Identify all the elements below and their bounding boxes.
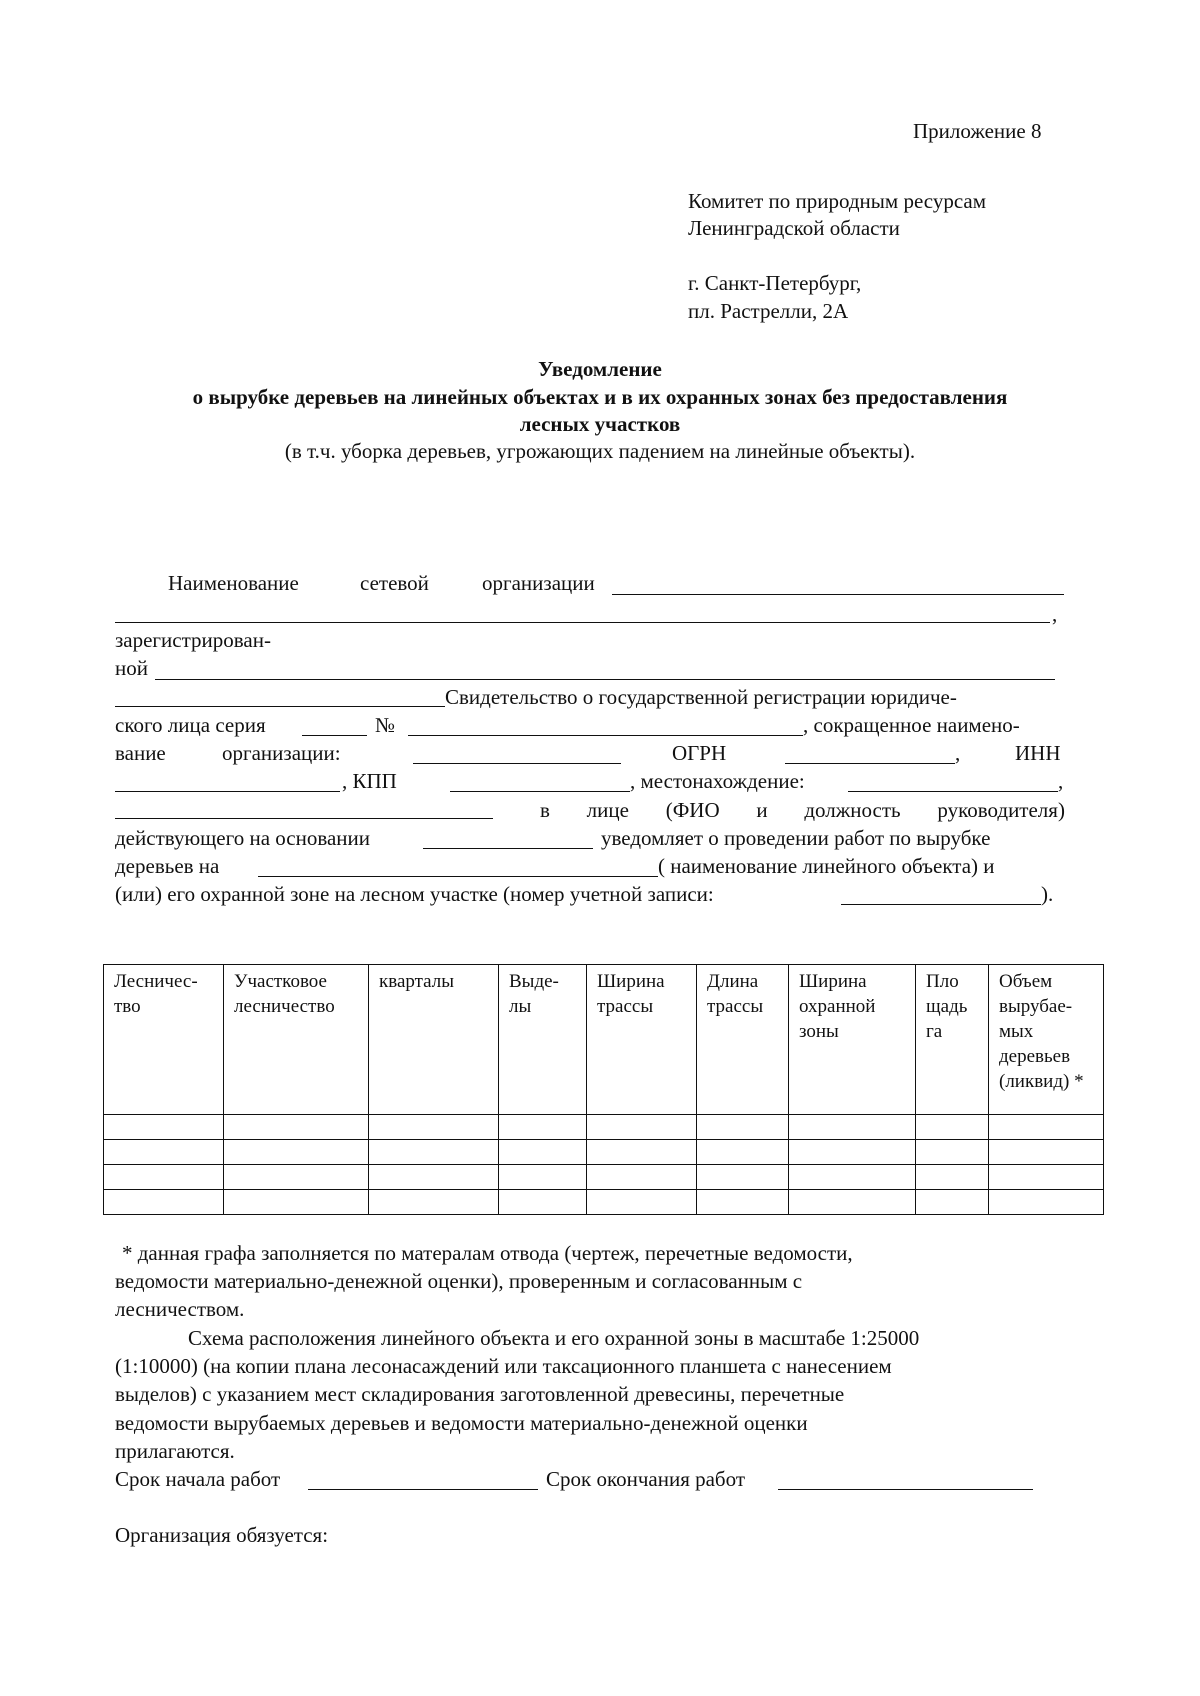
word-v: в — [540, 798, 550, 822]
inn-field[interactable] — [115, 791, 340, 792]
col-header-area: Пло щадь га — [916, 965, 989, 1115]
table-cell[interactable] — [104, 1140, 224, 1165]
table-cell[interactable] — [369, 1140, 499, 1165]
table-cell[interactable] — [369, 1165, 499, 1190]
label-trees-on: деревьев на — [115, 854, 220, 878]
word-i: и — [756, 798, 768, 822]
table-cell[interactable] — [587, 1190, 697, 1215]
scheme-line4: ведомости вырубаемых деревьев и ведомости материально-денежной оценки — [115, 1411, 808, 1435]
label-series: ского лица серия — [115, 713, 266, 737]
table-cell[interactable] — [697, 1140, 789, 1165]
table-cell[interactable] — [989, 1165, 1104, 1190]
table-cell[interactable] — [369, 1115, 499, 1140]
table-cell[interactable] — [789, 1190, 916, 1215]
table-cell[interactable] — [789, 1140, 916, 1165]
table-cell[interactable] — [369, 1190, 499, 1215]
footnote-line2: ведомости материально-денежной оценки), проверенным и согласованным с — [115, 1269, 803, 1293]
label-setevoy: сетевой — [360, 571, 429, 595]
table-cell[interactable] — [224, 1115, 369, 1140]
label-organization: организации: — [222, 741, 341, 765]
col-header-quarters: кварталы — [369, 965, 499, 1115]
table-cell[interactable] — [989, 1140, 1104, 1165]
word-litse: лице — [586, 798, 629, 822]
table-header-row — [104, 965, 1104, 1115]
document-title-line2: о вырубке деревьев на линейных объектах и в их охранных зонах без предоставления — [192, 385, 1008, 409]
start-date-field[interactable] — [308, 1489, 538, 1490]
comma-location: , — [1058, 769, 1064, 793]
registered-field-continued[interactable] — [115, 706, 445, 707]
label-registered-1: зарегистрирован- — [115, 628, 271, 652]
number-field[interactable] — [408, 735, 803, 736]
table-cell[interactable] — [697, 1115, 789, 1140]
comma-1: , — [1052, 602, 1058, 626]
label-naimenovanie: Наименование — [168, 571, 299, 595]
word-position: должность — [804, 798, 901, 822]
table-cell[interactable] — [916, 1165, 989, 1190]
basis-field[interactable] — [423, 848, 593, 849]
table-cell[interactable] — [104, 1115, 224, 1140]
label-vanie: вание — [115, 741, 166, 765]
table-cell[interactable] — [499, 1140, 587, 1165]
table-row — [104, 1140, 1104, 1165]
table-cell[interactable] — [697, 1190, 789, 1215]
label-number: № — [375, 713, 396, 737]
location-field-continued[interactable] — [115, 818, 493, 819]
table-cell[interactable] — [587, 1140, 697, 1165]
document-subtitle: (в т.ч. уборка деревьев, угрожающих падением на линейные объекты). — [284, 439, 916, 463]
table-cell[interactable] — [224, 1140, 369, 1165]
document-title-line3: лесных участков — [519, 412, 681, 436]
ogrn-field[interactable] — [785, 763, 955, 764]
committee-name-line2: Ленинградской области — [688, 216, 900, 240]
table-cell[interactable] — [587, 1115, 697, 1140]
felling-table — [103, 964, 1104, 1215]
table-row — [104, 1165, 1104, 1190]
label-start-date: Срок начала работ — [115, 1467, 281, 1491]
footnote-line3: лесничеством. — [115, 1297, 245, 1321]
col-header-forestry: Лесничес-тво — [104, 965, 224, 1115]
closing-paren: ). — [1041, 882, 1054, 906]
label-ogrn: ОГРН — [672, 741, 727, 765]
col-header-route-length: Длина трассы — [697, 965, 789, 1115]
table-cell[interactable] — [916, 1190, 989, 1215]
table-cell[interactable] — [697, 1165, 789, 1190]
label-inn: ИНН — [1015, 741, 1061, 765]
scheme-line2: (1:10000) (на копии плана лесонасаждений или таксационного планшета с нанесением — [115, 1354, 892, 1378]
label-linear-object: ( наименование линейного объекта) и — [658, 854, 995, 878]
col-header-district-forestry: Участковое лесничество — [224, 965, 369, 1115]
registered-field[interactable] — [155, 679, 1055, 680]
address-street: пл. Растрелли, 2А — [688, 299, 849, 323]
committee-name-line1: Комитет по природным ресурсам — [688, 189, 987, 213]
table-row — [104, 1115, 1104, 1140]
word-fio: (ФИО — [665, 798, 720, 822]
certificate-text — [445, 684, 1065, 710]
word-manager: руководителя) — [937, 798, 1065, 822]
kpp-field[interactable] — [450, 791, 630, 792]
table-row — [104, 1190, 1104, 1215]
short-name-field[interactable] — [413, 763, 621, 764]
linear-object-field[interactable] — [258, 876, 658, 877]
table-cell[interactable] — [587, 1165, 697, 1190]
table-cell[interactable] — [789, 1115, 916, 1140]
table-cell[interactable] — [916, 1115, 989, 1140]
label-kpp: , КПП — [342, 769, 397, 793]
table-cell[interactable] — [499, 1190, 587, 1215]
address-city: г. Санкт-Петербург, — [688, 271, 862, 295]
scheme-line3: выделов) с указанием мест складирования заготовленной древесины, перечетные — [115, 1382, 845, 1406]
record-number-field[interactable] — [841, 904, 1041, 905]
scheme-line5: прилагаются. — [115, 1439, 235, 1463]
certificate-label: Свидетельство о государственной регистрации юридиче- — [445, 685, 957, 709]
appendix-label: Приложение 8 — [913, 119, 1042, 143]
scheme-line1: Схема расположения линейного объекта и его охранной зоны в масштабе 1:25000 — [188, 1326, 920, 1350]
table-cell[interactable] — [104, 1165, 224, 1190]
label-protected-zone: (или) его охранной зоне на лесном участке (номер учетной записи: — [115, 882, 714, 906]
table-cell[interactable] — [989, 1115, 1104, 1140]
table-cell[interactable] — [499, 1115, 587, 1140]
document-title: Уведомление — [538, 357, 662, 381]
col-header-route-width: Ширина трассы — [587, 965, 697, 1115]
table-cell[interactable] — [789, 1165, 916, 1190]
col-header-zone-width: Ширина охранной зоны — [789, 965, 916, 1115]
table-cell[interactable] — [224, 1165, 369, 1190]
location-field[interactable] — [848, 791, 1058, 792]
comma-ogrn: , — [955, 741, 961, 765]
table-cell[interactable] — [104, 1190, 224, 1215]
label-organizatsii: организации — [482, 571, 595, 595]
table-cell[interactable] — [916, 1140, 989, 1165]
footnote-line1: * данная графа заполняется по матералам отвода (чертеж, перечетные ведомости, — [122, 1241, 853, 1265]
label-end-date: Срок окончания работ — [546, 1467, 746, 1491]
series-field[interactable] — [302, 735, 367, 736]
label-registered-2: ной — [115, 656, 148, 680]
label-location: , местонахождение: — [630, 769, 805, 793]
table-cell[interactable] — [499, 1165, 587, 1190]
end-date-field[interactable] — [778, 1489, 1033, 1490]
org-name-field-continued[interactable] — [115, 622, 1050, 623]
col-header-volume: Объем вырубае-мых деревьев (ликвид) * — [989, 965, 1104, 1115]
obligation-label: Организация обязуется: — [115, 1523, 329, 1547]
representative-line — [540, 797, 1065, 823]
label-acting: действующего на основании — [115, 826, 371, 850]
label-short-name: , сокращенное наимено- — [803, 713, 1020, 737]
label-notifies: уведомляет о проведении работ по вырубке — [601, 826, 991, 850]
table-cell[interactable] — [224, 1190, 369, 1215]
col-header-sections: Выде-лы — [499, 965, 587, 1115]
table-cell[interactable] — [989, 1190, 1104, 1215]
org-name-field[interactable] — [612, 594, 1064, 595]
